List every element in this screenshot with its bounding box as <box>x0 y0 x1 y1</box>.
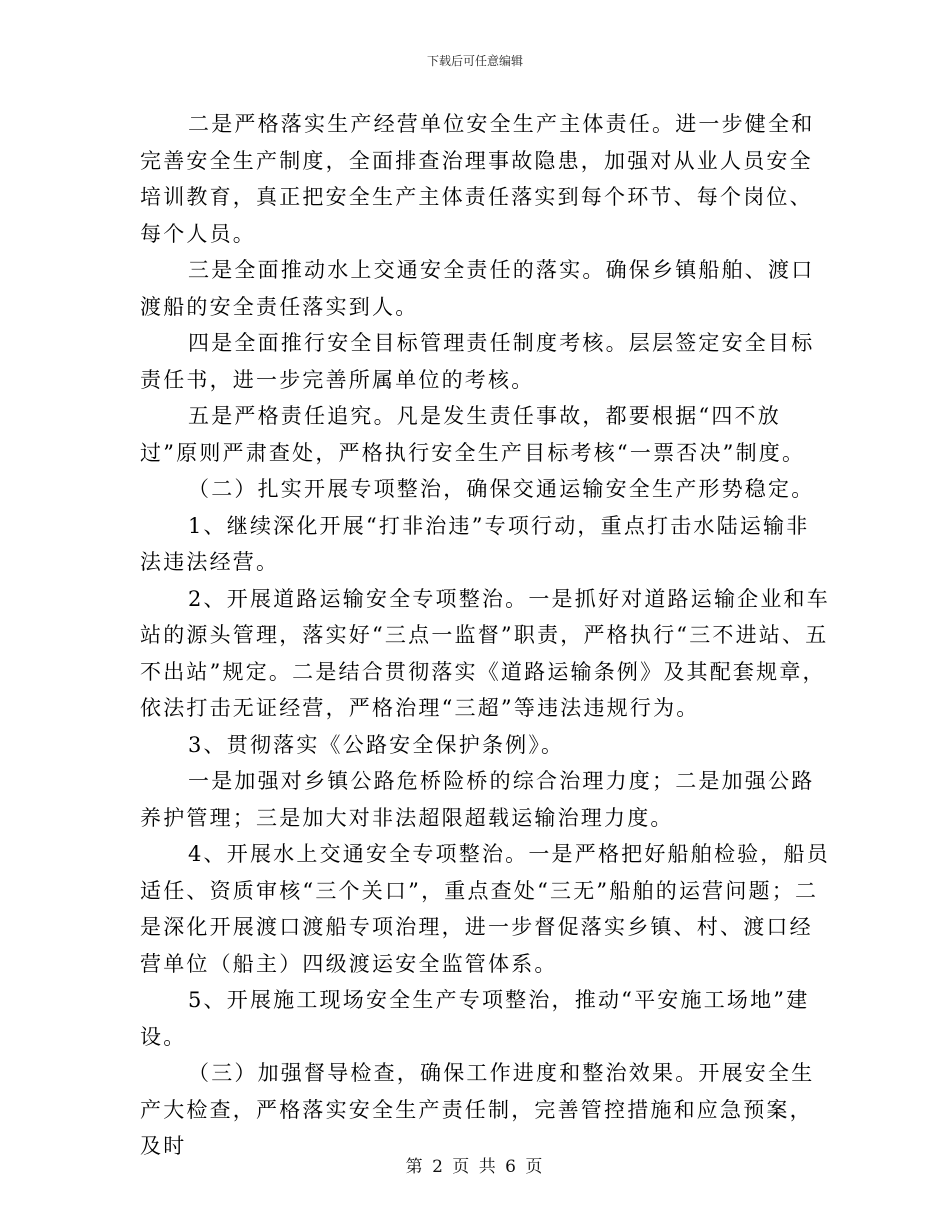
paragraph-responsibility-3: 三是全面推动水上交通安全责任的落实。确保乡镇船舶、渡口渡船的安全责任落实到人。 <box>140 258 815 319</box>
section-heading-2: （二）扎实开展专项整治，确保交通运输安全生产形势稳定。 <box>188 477 815 501</box>
page-header: 下载后可任意编辑 <box>426 54 523 68</box>
document-body <box>140 106 830 1165</box>
paragraph-item-1: 1、继续深化开展“打非治违”专项行动，重点打击水陆运输非法违法经营。 <box>140 513 810 574</box>
paragraph-item-4: 4、开展水上交通安全专项整治。一是严格把好船舶检验，船员适任、资质审核“三个关口”，重点查处“三无”船舶的运营问题；二是深化开展渡口渡船专项治理，进一步督促落实乡镇、村、渡口经营单位（船主）四级渡运安全监管体系。 <box>140 842 830 976</box>
paragraph-responsibility-4: 四是全面推行安全目标管理责任制度考核。层层签定安全目标责任书，进一步完善所属单位的考核。 <box>140 331 815 392</box>
paragraph-item-2: 2、开展道路运输安全专项整治。一是抓好对道路运输企业和车站的源头管理，落实好“三点一监督”职责，严格执行“三不进站、五不出站”规定。二是结合贯彻落实《道路运输条例》及其配套规章，依法打击无证经营，严格治理“三超”等违法违规行为。 <box>140 586 830 720</box>
section-heading-3: （三）加强督导检查，确保工作进度和整治效果。开展安全生产大检查，严格落实安全生产责任制，完善管控措施和应急预案，及时 <box>140 1061 815 1158</box>
paragraph-item-5: 5、开展施工现场安全生产专项整治，推动“平安施工场地”建设。 <box>140 988 810 1049</box>
page-number: 第 2 页 共 6 页 <box>405 1157 545 1177</box>
paragraph-responsibility-2: 二是严格落实生产经营单位安全生产主体责任。进一步健全和完善安全生产制度，全面排查治理事故隐患，加强对从业人员安全培训教育，真正把安全生产主体责任落实到每个环节、每个岗位、每个人员。 <box>140 112 815 246</box>
paragraph-item-3-detail: 一是加强对乡镇公路危桥险桥的综合治理力度；二是加强公路养护管理；三是加大对非法超限超载运输治理力度。 <box>140 769 815 830</box>
paragraph-responsibility-5: 五是严格责任追究。凡是发生责任事故，都要根据“四不放过”原则严肃查处，严格执行安全生产目标考核“一票否决”制度。 <box>140 404 806 465</box>
paragraph-item-3: 3、贯彻落实《公路安全保护条例》。 <box>188 732 565 757</box>
